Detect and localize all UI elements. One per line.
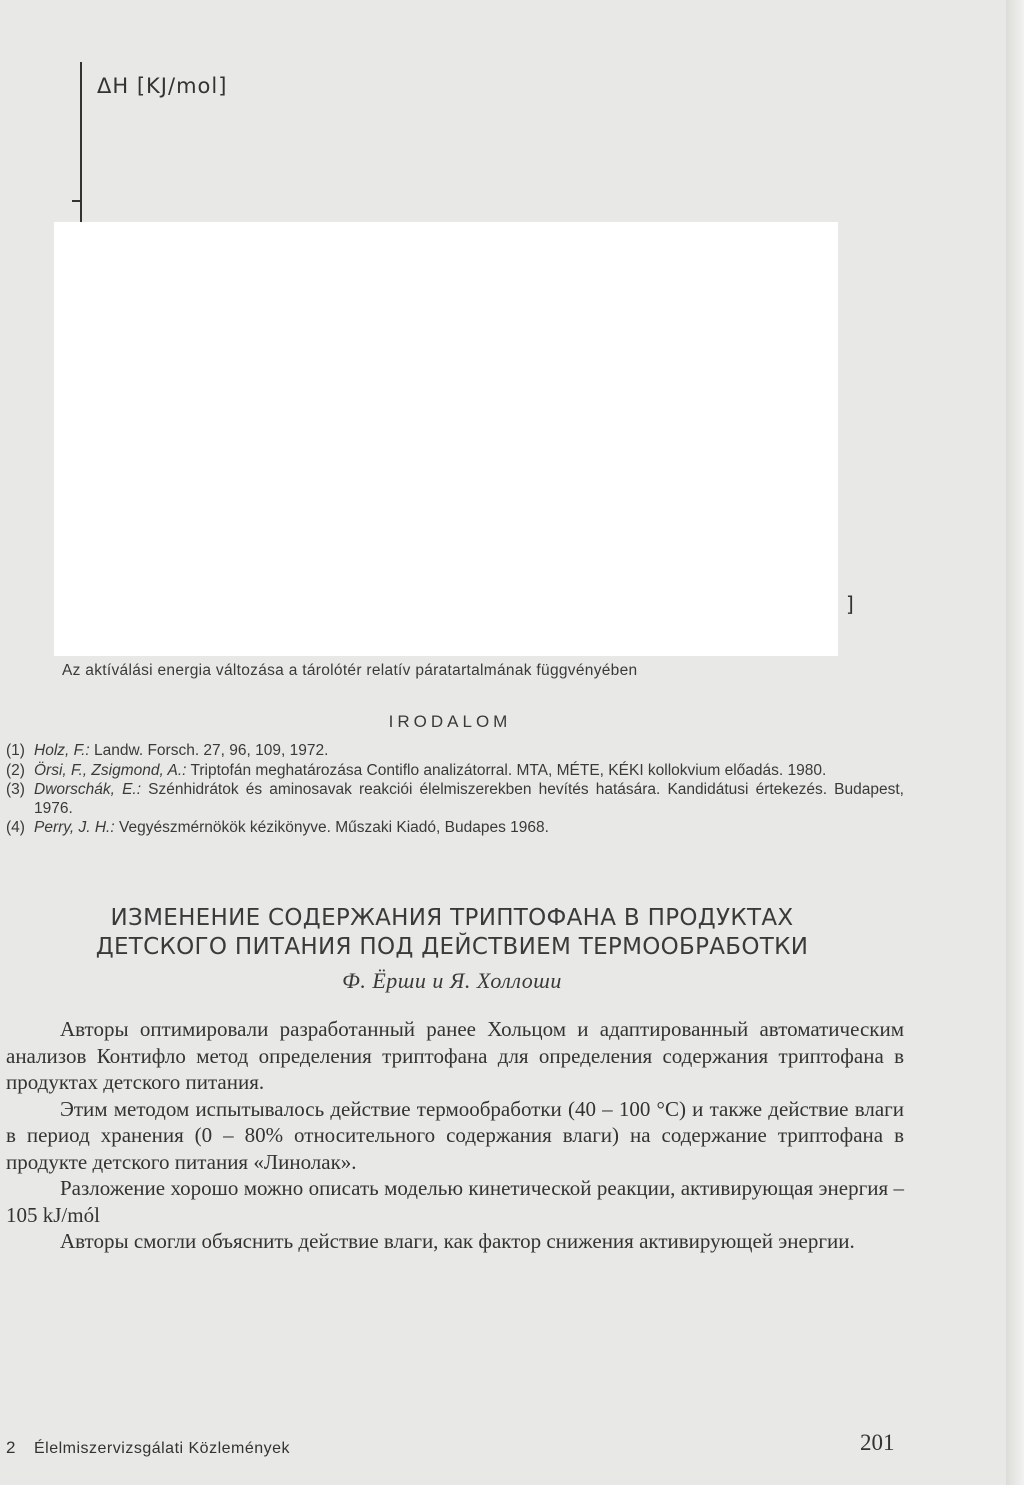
figure-bracket: ] [846, 592, 854, 616]
reference-text: Triptofán meghatározása Contiflo analizátorral. MTA, MÉTE, KÉKI kollokvium előadás. 1980. [186, 761, 827, 779]
reference-text: Szénhidrátok és aminosavak reakciói élelmiszerekben hevítés hatására. Kandidátusi értekezés. Budapest, 1976. [34, 781, 904, 817]
abstract-paragraph: Этим методом испытывалось действие термообработки (40 – 100 °С) и также действие влаги в период хранения (0 – 80% относительного содержания влаги) на содержание триптофана в продукте детского питания «Линолак». [6, 1096, 904, 1174]
reference-author: Örsi, F., Zsigmond, A.: [34, 761, 187, 779]
abstract-paragraph: Авторы оптимировали разработанный ранее Хольцом и адаптированный автоматическим анализов Контифло метод определения триптофана для определения содержания триптофана в продуктах детского питания. [6, 1017, 904, 1094]
reference-number: (1) [6, 742, 25, 759]
journal-name: Élelmiszervizsgálati Közlemények [33, 1440, 291, 1457]
reference-item [6, 819, 904, 838]
y-axis-tick [72, 200, 81, 202]
reference-author: Perry, J. H.: [34, 819, 115, 836]
abstract-paragraph: Авторы смогли объяснить действие влаги, как фактор снижения активирующей энергии. [60, 1229, 855, 1253]
reference-number: (3) [6, 781, 25, 798]
signature-number: 2 [6, 1438, 16, 1457]
reference-item [6, 762, 904, 781]
references-list [6, 742, 904, 839]
y-axis-line [80, 62, 82, 230]
reference-text: Landw. Forsch. 27, 96, 109, 1972. [89, 742, 329, 759]
article-title-line: ИЗМЕНЕНИЕ СОДЕРЖАНИЯ ТРИПТОФАНА В ПРОДУКТАХ [110, 905, 794, 931]
y-axis-label: ΔH [KJ/mol] [97, 74, 228, 98]
page-footer [6, 1438, 290, 1458]
article-title [0, 904, 904, 962]
article-title-line: ДЕТСКОГО ПИТАНИЯ ПОД ДЕЙСТВИЕМ ТЕРМООБРАБОТКИ [95, 934, 809, 960]
page-number: 201 [860, 1430, 895, 1455]
figure-image-area [54, 222, 838, 656]
reference-text: Vegyészmérnökök kézikönyve. Műszaki Kiadó, Budapes 1968. [114, 819, 549, 836]
reference-author: Holz, F.: [34, 742, 90, 759]
reference-number: (2) [6, 761, 25, 779]
reference-number: (4) [6, 819, 25, 836]
references-heading: IRODALOM [388, 712, 512, 731]
abstract-paragraph: Разложение хорошо можно описать моделью кинетической реакции, активирующая энергия – 105 kJ/mól [6, 1176, 904, 1227]
reference-author: Dworschák, E.: [34, 781, 142, 798]
reference-item [6, 781, 904, 818]
page-edge [1006, 0, 1024, 1485]
article-authors: Ф. Ёрши и Я. Холлоши [342, 968, 562, 993]
figure-caption: Az aktíválási energia változása a tárolótér relatív páratartalmának függvényében [62, 662, 638, 679]
article-abstract [6, 1016, 904, 1255]
reference-item [6, 742, 904, 761]
